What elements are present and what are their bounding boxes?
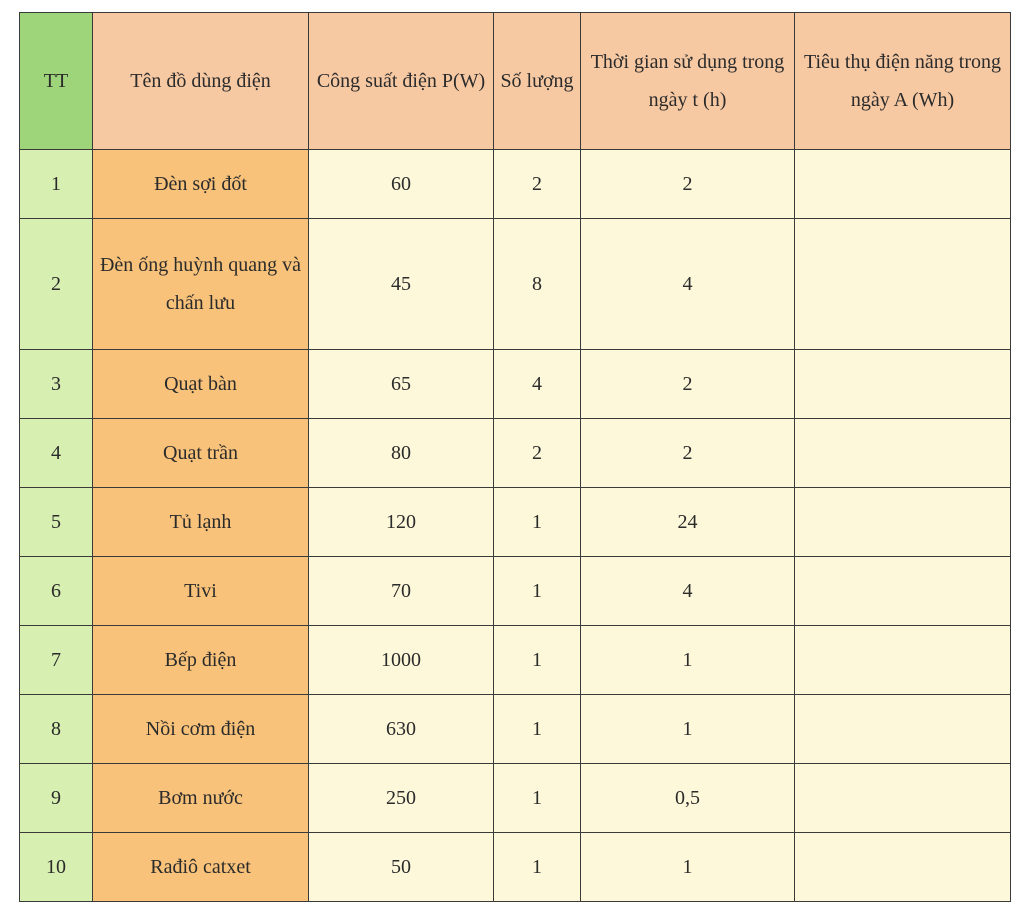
cell-appliance-name: Bơm nước [93, 763, 309, 832]
cell-tt: 9 [20, 763, 93, 832]
table-row [20, 150, 1011, 219]
cell-usage-time: 1 [581, 625, 795, 694]
cell-quantity: 1 [494, 763, 581, 832]
table-row [20, 418, 1011, 487]
cell-power: 60 [309, 150, 494, 219]
cell-tt: 4 [20, 418, 93, 487]
cell-power: 45 [309, 219, 494, 350]
header-quantity: Số lượng [494, 13, 581, 150]
cell-power: 65 [309, 349, 494, 418]
cell-quantity: 8 [494, 219, 581, 350]
appliance-energy-table-container [19, 12, 1010, 902]
cell-usage-time: 4 [581, 556, 795, 625]
cell-appliance-name: Đèn sợi đốt [93, 150, 309, 219]
cell-power: 1000 [309, 625, 494, 694]
cell-tt: 3 [20, 349, 93, 418]
table-row [20, 694, 1011, 763]
cell-usage-time: 4 [581, 219, 795, 350]
cell-appliance-name: Tủ lạnh [93, 487, 309, 556]
cell-energy-consumption [795, 150, 1011, 219]
cell-power: 80 [309, 418, 494, 487]
table-body [20, 150, 1011, 902]
cell-power: 50 [309, 832, 494, 901]
cell-appliance-name: Rađiô catxet [93, 832, 309, 901]
cell-tt: 8 [20, 694, 93, 763]
cell-tt: 5 [20, 487, 93, 556]
cell-power: 630 [309, 694, 494, 763]
cell-quantity: 1 [494, 832, 581, 901]
cell-tt: 1 [20, 150, 93, 219]
cell-tt: 2 [20, 219, 93, 350]
cell-power: 120 [309, 487, 494, 556]
table-row [20, 625, 1011, 694]
header-power: Công suất điện P(W) [309, 13, 494, 150]
cell-tt: 6 [20, 556, 93, 625]
table-row [20, 832, 1011, 901]
table-row [20, 349, 1011, 418]
cell-tt: 7 [20, 625, 93, 694]
cell-usage-time: 2 [581, 150, 795, 219]
cell-energy-consumption [795, 625, 1011, 694]
cell-energy-consumption [795, 832, 1011, 901]
appliance-energy-table [19, 12, 1011, 902]
cell-energy-consumption [795, 694, 1011, 763]
table-header-row [20, 13, 1011, 150]
cell-appliance-name: Đèn ống huỳnh quang và chấn lưu [93, 219, 309, 350]
cell-energy-consumption [795, 763, 1011, 832]
cell-tt: 10 [20, 832, 93, 901]
cell-usage-time: 2 [581, 349, 795, 418]
cell-quantity: 1 [494, 694, 581, 763]
cell-usage-time: 0,5 [581, 763, 795, 832]
cell-appliance-name: Bếp điện [93, 625, 309, 694]
table-row [20, 556, 1011, 625]
table-row [20, 219, 1011, 350]
cell-quantity: 2 [494, 418, 581, 487]
cell-appliance-name: Quạt trần [93, 418, 309, 487]
header-tt: TT [20, 13, 93, 150]
cell-usage-time: 1 [581, 694, 795, 763]
cell-energy-consumption [795, 219, 1011, 350]
table-row [20, 763, 1011, 832]
cell-usage-time: 2 [581, 418, 795, 487]
cell-quantity: 4 [494, 349, 581, 418]
cell-usage-time: 24 [581, 487, 795, 556]
cell-appliance-name: Tivi [93, 556, 309, 625]
cell-energy-consumption [795, 556, 1011, 625]
cell-quantity: 1 [494, 487, 581, 556]
table-row [20, 487, 1011, 556]
cell-power: 70 [309, 556, 494, 625]
cell-quantity: 2 [494, 150, 581, 219]
header-usage-time: Thời gian sử dụng trong ngày t (h) [581, 13, 795, 150]
header-appliance-name: Tên đồ dùng điện [93, 13, 309, 150]
cell-appliance-name: Nồi cơm điện [93, 694, 309, 763]
cell-quantity: 1 [494, 625, 581, 694]
cell-energy-consumption [795, 349, 1011, 418]
cell-energy-consumption [795, 418, 1011, 487]
cell-appliance-name: Quạt bàn [93, 349, 309, 418]
cell-energy-consumption [795, 487, 1011, 556]
cell-power: 250 [309, 763, 494, 832]
cell-usage-time: 1 [581, 832, 795, 901]
header-energy-consumption: Tiêu thụ điện năng trong ngày A (Wh) [795, 13, 1011, 150]
cell-quantity: 1 [494, 556, 581, 625]
